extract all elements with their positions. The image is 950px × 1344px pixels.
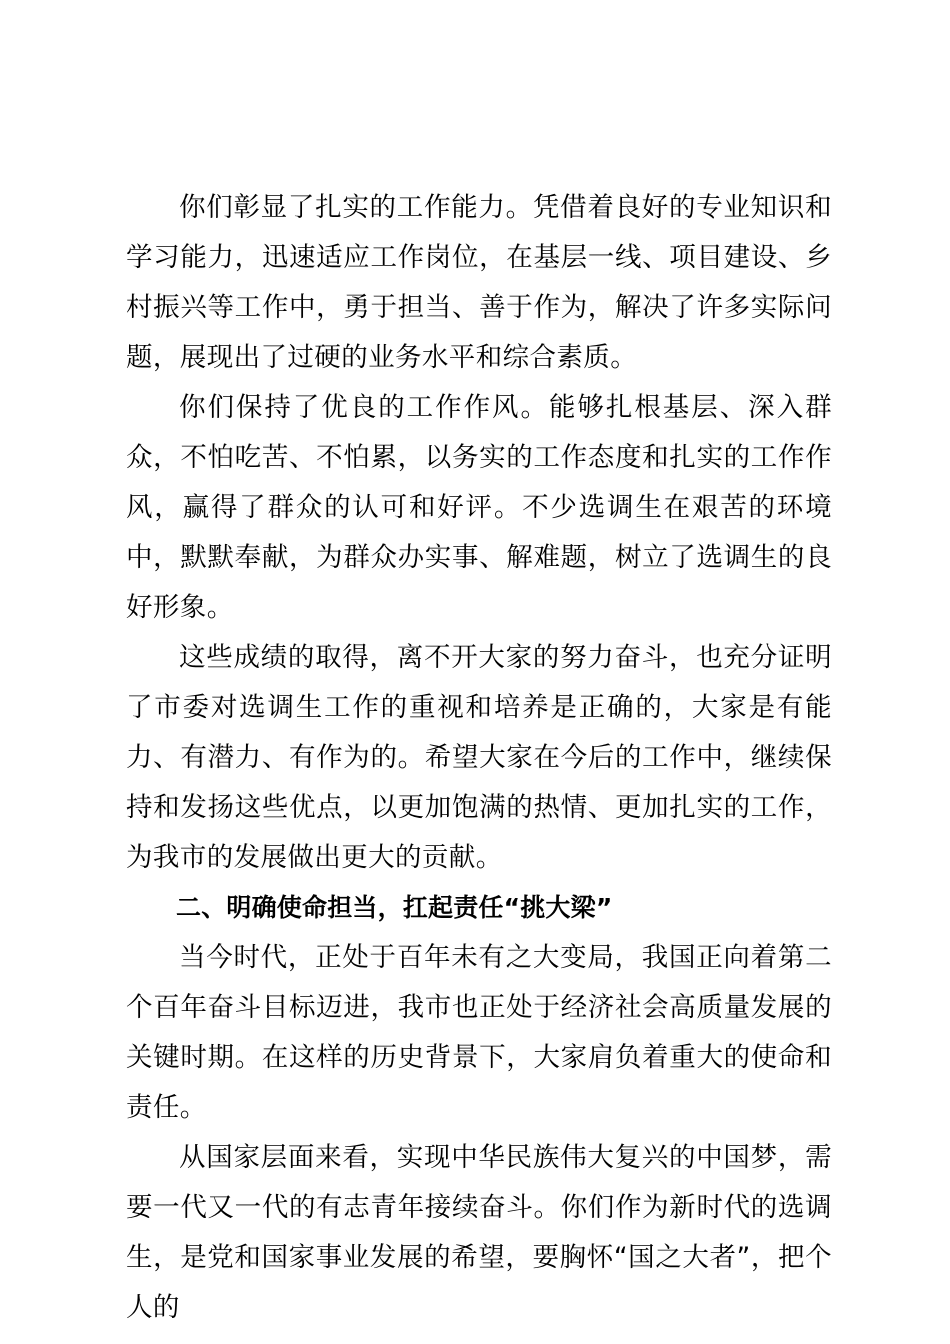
- section-heading-two: 二、明确使命担当，扛起责任“挑大梁”: [176, 893, 613, 922]
- paragraph-era-background: 当今时代，正处于百年未有之大变局，我国正向着第二个百年奋斗目标迈进，我市也正处于经济社会高质量发展的关键时期。在这样的历史背景下，大家肩负着重大的使命和责任。: [126, 942, 832, 1123]
- paragraph-work-ability: 你们彰显了扎实的工作能力。凭借着良好的专业知识和学习能力，迅速适应工作岗位，在基层一线、项目建设、乡村振兴等工作中，勇于担当、善于作为，解决了许多实际问题，展现出了过硬的业务水平和综合素质。: [126, 192, 832, 373]
- document-body: [126, 183, 832, 1333]
- paragraph-achievements: 这些成绩的取得，离不开大家的努力奋斗，也充分证明了市委对选调生工作的重视和培养是正确的，大家是有能力、有潜力、有作为的。希望大家在今后的工作中，继续保持和发扬这些优点，以更加饱满的热情、更加扎实的工作，为我市的发展做出更大的贡献。: [126, 642, 832, 873]
- paragraph-national-level: 从国家层面来看，实现中华民族伟大复兴的中国梦，需要一代又一代的有志青年接续奋斗。你们作为新时代的选调生，是党和国家事业发展的希望，要胸怀“国之大者”，把个人的: [126, 1142, 832, 1323]
- paragraph-work-style: 你们保持了优良的工作作风。能够扎根基层、深入群众，不怕吃苦、不怕累，以务实的工作态度和扎实的工作作风，赢得了群众的认可和好评。不少选调生在艰苦的环境中，默默奉献，为群众办实事、解难题，树立了选调生的良好形象。: [126, 392, 832, 623]
